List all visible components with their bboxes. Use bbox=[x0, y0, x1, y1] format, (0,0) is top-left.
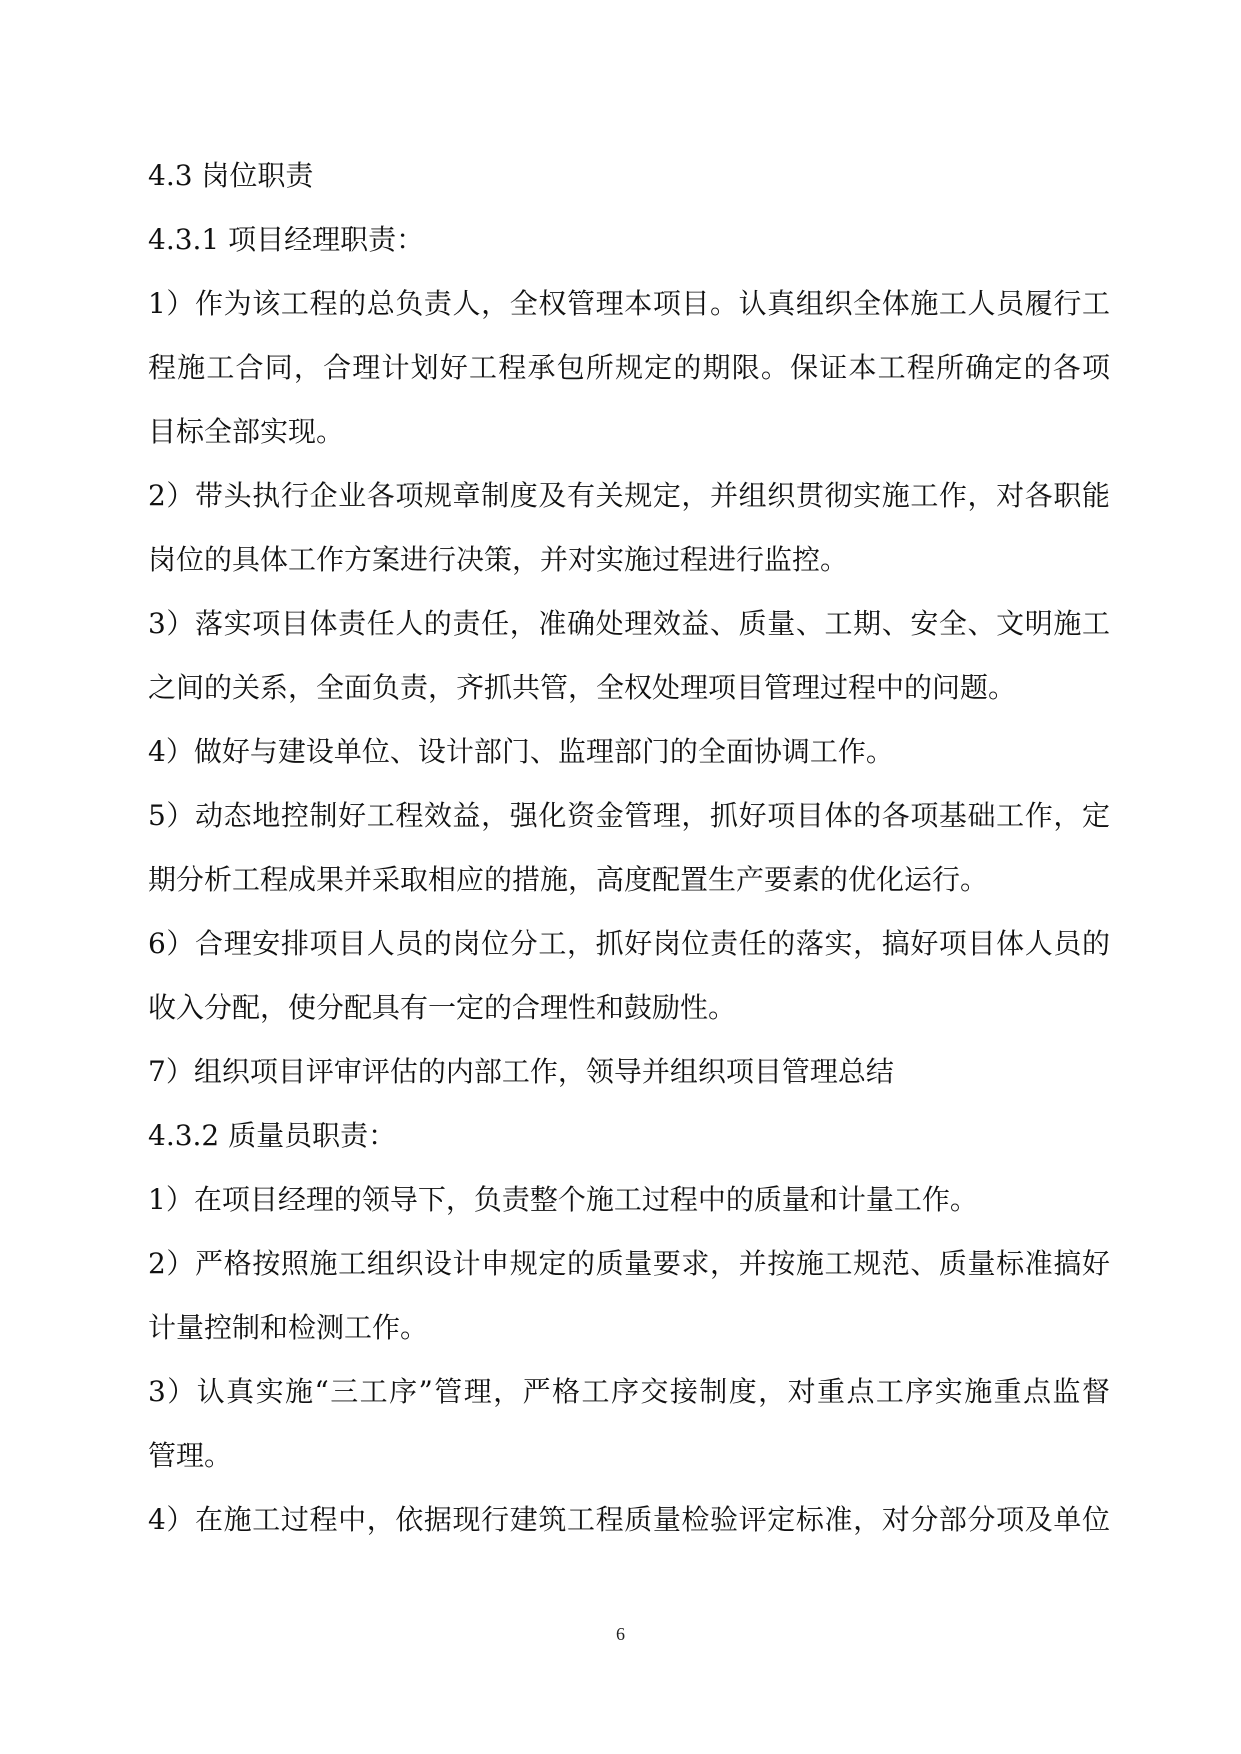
subsection-heading: 4.3.2 质量员职责： bbox=[148, 1119, 397, 1152]
paragraph-line: 1）作为该工程的总负责人，全权管理本项目。认真组织全体施工人员履行工 bbox=[148, 287, 1110, 320]
paragraph-line: 收入分配，使分配具有一定的合理性和鼓励性。 bbox=[148, 991, 737, 1024]
paragraph-line: 之间的关系，全面负责，齐抓共管，全权处理项目管理过程中的问题。 bbox=[148, 671, 1017, 704]
document-body bbox=[148, 156, 1110, 1564]
paragraph-line: 3）落实项目体责任人的责任，准确处理效益、质量、工期、安全、文明施工 bbox=[148, 607, 1110, 640]
paragraph-line: 4）做好与建设单位、设计部门、监理部门的全面协调工作。 bbox=[148, 735, 894, 768]
paragraph-line: 目标全部实现。 bbox=[148, 415, 345, 448]
paragraph-line: 6）合理安排项目人员的岗位分工，抓好岗位责任的落实，搞好项目体人员的 bbox=[148, 927, 1110, 960]
paragraph-line: 5）动态地控制好工程效益，强化资金管理，抓好项目体的各项基础工作，定 bbox=[148, 799, 1110, 832]
paragraph-line: 程施工合同，合理计划好工程承包所规定的期限。保证本工程所确定的各项 bbox=[148, 351, 1110, 384]
paragraph-line: 岗位的具体工作方案进行决策，并对实施过程进行监控。 bbox=[148, 543, 849, 576]
subsection-heading: 4.3.1 项目经理职责： bbox=[148, 223, 425, 256]
paragraph-line: 2）严格按照施工组织设计申规定的质量要求，并按施工规范、质量标准搞好 bbox=[148, 1247, 1110, 1280]
section-heading: 4.3 岗位职责 bbox=[148, 159, 314, 192]
paragraph-line: 计量控制和检测工作。 bbox=[148, 1311, 429, 1344]
paragraph-line: 期分析工程成果并采取相应的措施，高度配置生产要素的优化运行。 bbox=[148, 863, 989, 896]
paragraph-line: 7）组织项目评审评估的内部工作，领导并组织项目管理总结 bbox=[148, 1055, 894, 1088]
paragraph-line: 4）在施工过程中，依据现行建筑工程质量检验评定标准，对分部分项及单位 bbox=[148, 1503, 1110, 1536]
paragraph-line: 3）认真实施“三工序”管理，严格工序交接制度，对重点工序实施重点监督 bbox=[148, 1375, 1110, 1408]
paragraph-line: 2）带头执行企业各项规章制度及有关规定，并组织贯彻实施工作，对各职能 bbox=[148, 479, 1110, 512]
page-number: 6 bbox=[616, 1624, 625, 1644]
paragraph-line: 管理。 bbox=[148, 1439, 233, 1472]
paragraph-line: 1）在项目经理的领导下，负责整个施工过程中的质量和计量工作。 bbox=[148, 1183, 978, 1216]
